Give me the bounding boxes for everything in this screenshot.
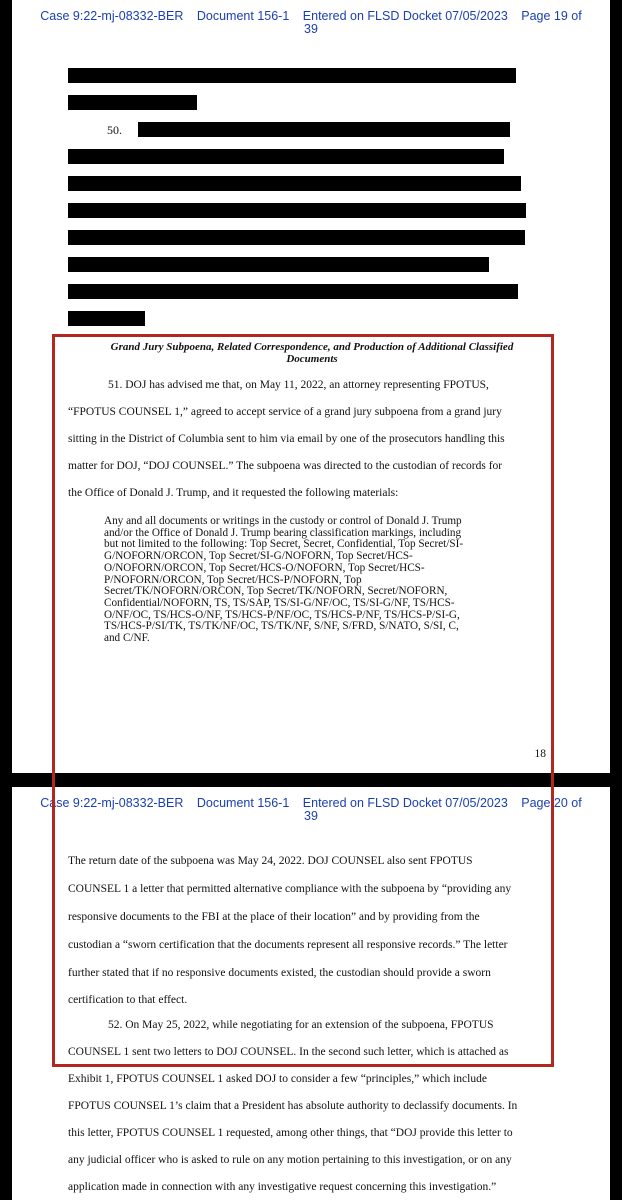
body-line: certification to that effect.: [68, 994, 188, 1006]
body-line: FPOTUS COUNSEL 1’s claim that a President has absolute authority to declassify documents. In: [68, 1100, 518, 1112]
body-line: sitting in the District of Columbia sent to him via email by one of the prosecutors handling this: [68, 433, 505, 445]
quote-line: but not limited to the following: Top Secret, Secret, Confidential, Top Secret/SI-: [104, 538, 464, 551]
redaction-bar: [68, 95, 197, 110]
body-line: COUNSEL 1 a letter that permitted alternative compliance with the subpoena by “providing any: [68, 883, 512, 895]
page-total: 39: [304, 809, 318, 823]
section-heading-line: Grand Jury Subpoena, Related Correspondence, and Production of Additional Classified: [110, 341, 514, 353]
body-line: responsive documents to the FBI at the place of their location” and by providing from the: [68, 911, 480, 923]
redaction-bar: [68, 149, 504, 164]
body-line: matter for DOJ, “DOJ COUNSEL.” The subpoena was directed to the custodian of records for: [68, 460, 503, 472]
redaction-bar: [68, 257, 489, 272]
redaction-bar: [68, 203, 526, 218]
quote-line: O/NOFORN/ORCON, Top Secret/HCS-O/NOFORN, Top Secret/HCS-: [104, 561, 425, 574]
docket-entry: Entered on FLSD Docket 07/05/2023: [302, 796, 508, 810]
body-line: any judicial officer who is asked to rule on any motion pertaining to this investigation, or on any: [68, 1154, 512, 1166]
document-page-19: [12, 0, 610, 773]
body-line: application made in connection with any investigative request concerning this investigation.”: [68, 1181, 497, 1193]
redaction-bar: [68, 176, 521, 191]
block-quote: [104, 516, 494, 645]
redaction-bar: [68, 311, 145, 326]
docket-entry: Entered on FLSD Docket 07/05/2023: [302, 9, 508, 23]
redaction-bar: [68, 68, 516, 83]
quote-line: G/NOFORN/ORCON, Top Secret/SI-G/NOFORN, Top Secret/HCS-: [104, 550, 413, 563]
body-line: further stated that if no responsive documents existed, the custodian should provide a sworn: [68, 967, 491, 979]
case-number: Case 9:22-mj-08332-BER: [40, 796, 184, 810]
document-number: Document 156-1: [196, 796, 290, 810]
quote-line: Confidential/NOFORN, TS, TS/SAP, TS/SI-G/NF/OC, TS/SI-G/NF, TS/HCS-: [104, 596, 455, 609]
body-line: 51. DOJ has advised me that, on May 11, 2022, an attorney representing FPOTUS,: [108, 379, 489, 391]
quote-line: P/NOFORN/ORCON, Top Secret/HCS-P/NOFORN, Top: [104, 573, 362, 586]
body-line: the Office of Donald J. Trump, and it requested the following materials:: [68, 487, 399, 499]
redaction-bar: [68, 230, 525, 245]
page-of: Page 20 of: [521, 796, 582, 810]
quote-line: O/NF/OC, TS/HCS-O/NF, TS/HCS-P/NF/OC, TS/HCS-P/NF, TS/HCS-P/SI-G,: [104, 608, 460, 621]
paragraph-number: 50.: [107, 123, 122, 137]
docket-header: [12, 10, 610, 36]
redaction-bar: [68, 284, 518, 299]
quote-line: TS/HCS-P/SI/TK, TS/TK/NF/OC, TS/TK/NF, S/NF, S/FRD, S/NATO, S/SI, C,: [104, 620, 459, 633]
body-line: this letter, FPOTUS COUNSEL 1 requested, among other things, that “DOJ provide this letter to: [68, 1127, 513, 1139]
redaction-bar: [138, 122, 510, 137]
quote-line: Any and all documents or writings in the custody or control of Donald J. Trump: [104, 515, 462, 527]
section-heading-line: Documents: [286, 353, 338, 365]
body-line: “FPOTUS COUNSEL 1,” agreed to accept service of a grand jury subpoena from a grand jury: [68, 406, 502, 418]
body-line: 52. On May 25, 2022, while negotiating for an extension of the subpoena, FPOTUS: [108, 1019, 494, 1031]
docket-header: [12, 797, 610, 823]
document-page-20: [12, 787, 610, 1200]
body-line: custodian a “sworn certification that the documents represent all responsive records.” The letter: [68, 939, 508, 951]
page-total: 39: [304, 22, 318, 36]
page-of: Page 19 of: [521, 9, 582, 23]
body-line: Exhibit 1, FPOTUS COUNSEL 1 asked DOJ to consider a few “principles,” which include: [68, 1073, 487, 1085]
quote-line: Secret/TK/NOFORN/ORCON, Top Secret/TK/NOFORN, Secret/NOFORN,: [104, 585, 448, 598]
body-line: The return date of the subpoena was May 24, 2022. DOJ COUNSEL also sent FPOTUS: [68, 855, 473, 867]
case-number: Case 9:22-mj-08332-BER: [40, 9, 184, 23]
page-number: 18: [534, 748, 546, 760]
body-line: COUNSEL 1 sent two letters to DOJ COUNSEL. In the second such letter, which is attached as: [68, 1046, 509, 1058]
quote-line: and/or the Office of Donald J. Trump bearing classification markings, including: [104, 526, 462, 539]
document-number: Document 156-1: [196, 9, 290, 23]
quote-line: and C/NF.: [104, 632, 150, 645]
section-heading: [72, 341, 552, 365]
